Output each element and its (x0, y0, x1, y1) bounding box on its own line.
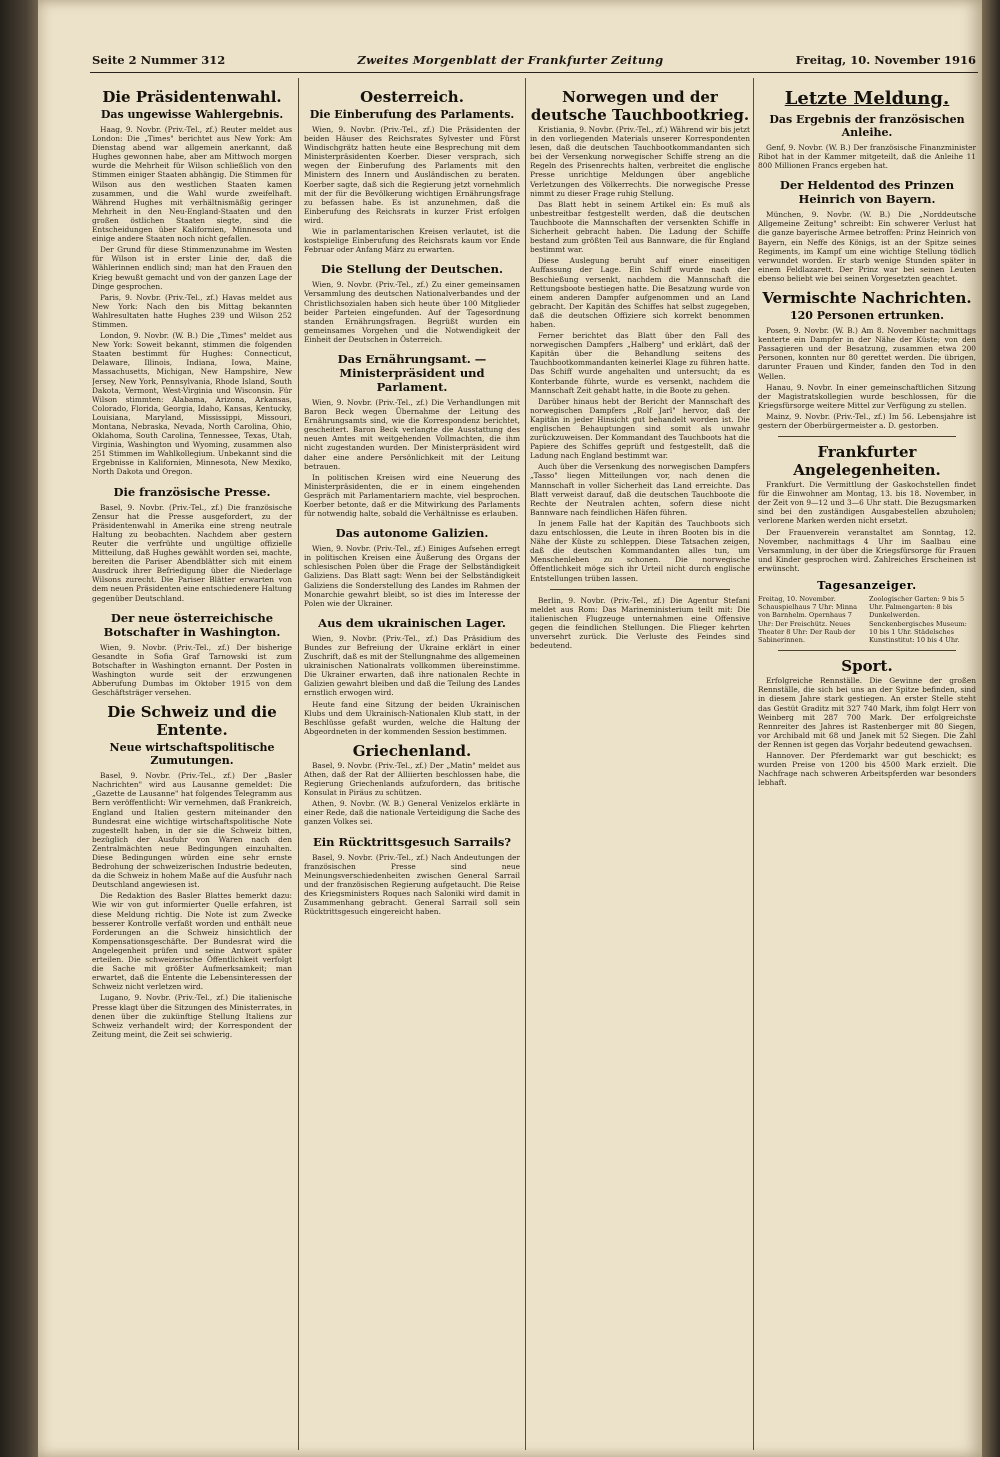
headline-stellung-deutschen: Die Stellung der Deutschen. (320, 262, 503, 277)
column-rule (525, 78, 526, 1450)
page-right-edge (982, 0, 1000, 1457)
article-paragraph: Wien, 9. Novbr. (Priv.-Tel., zf.) Die Präsidenten der beiden Häuser des Reichsrates Sylvester und Fürst Windischgrätz hatten heute eine Besprechung mit dem Ministerpräsidenten Koerber. Dieser versprach, sich wegen der Einberufung des Parlaments mit den Ministern des Innern und Ausländischen zu beraten. Koerber sagte, daß sich die Regierung jetzt vornehmlich mit der für die Bevölkerung wichtigen Ernährungsfrage zu befassen habe. Es ist anzunehmen, daß die Einberufung des Reichsrats in kurzer Frist erfolgen wird. (304, 125, 520, 225)
headline-griechenland: Griechenland. (352, 741, 472, 760)
article-paragraph: Frankfurt. Die Vermittlung der Gaskochstellen findet für die Einwohner am Montag, 13. bis 18. November, in der Zeit von 9—12 und 3—6 Uhr statt. Die Bezugsmarken sind bei den zuständigen Ausgabestellen abzuholen; verlorene Marken werden nicht ersetzt. (758, 480, 976, 526)
headline-schweiz-entente: Die Schweiz und die Entente. (107, 703, 277, 740)
section-divider (550, 589, 730, 590)
article-paragraph: Wien, 9. Novbr. (Priv.-Tel., zf.) Das Präsidium des Bundes zur Befreiung der Ukraine erklärt in einer Zuschrift, daß es mit der Stellungnahme des allgemeinen ukrainischen Nationalrats vollkommen übereinstimme. Die Ukrainer erwarten, daß ihre nationalen Rechte in Galizien gewahrt bleiben und daß die Teilung des Landes ernstlich erwogen wird. (304, 633, 520, 698)
subhead-zumutungen: Neue wirtschaftspolitische Zumutungen. (109, 741, 275, 768)
article-paragraph: Basel, 9. Novbr. (Priv.-Tel., zf.) Nach Andeutungen der französischen Presse sind neue Meinungsverschiedenheiten zwischen General Sarrail und der französischen Regierung aufgetaucht. Die Reise des Kriegsministers Roques nach Saloniki wird damit in Zusammenhang gebracht. General Sarrail soll sein Rücktrittsgesuch eingereicht haben. (304, 852, 520, 917)
article-paragraph: Paris, 9. Novbr. (Priv.-Tel., zf.) Havas meldet aus New York: Nach den bis Mittag bekannten Wahlresultaten hatte Hughes 239 und Wilson 252 Stimmen. (92, 292, 292, 329)
article-paragraph: Wien, 9. Novbr. (Priv.-Tel., zf.) Die Verhandlungen mit Baron Beck wegen Übernahme der Leitung des Ernährungsamts sind, wie die Korrespondenz berichtet, gescheitert. Baron Beck verlangte die Ausstattung des neuen Amtes mit weitgehenden Vollmachten, die ihm nicht zugestanden wurden. Der Ministerpräsident wird daher eine andere Persönlichkeit mit der Leitung betrauen. (304, 397, 520, 471)
article-paragraph: Mainz, 9. Novbr. (Priv.-Tel., zf.) Im 56. Lebensjahre ist gestern der Oberbürgermeister a. D. gestorben. (758, 411, 976, 430)
article-paragraph: Posen, 9. Novbr. (W. B.) Am 8. November nachmittags kenterte ein Dampfer in der Nähe der Küste; von den Passagieren und der Besatzung, zusammen etwa 200 Personen, konnten nur 80 gerettet werden. Die übrigen, darunter Frauen und Kinder, fanden den Tod in den Wellen. (758, 326, 976, 381)
article-paragraph: In politischen Kreisen wird eine Neuerung des Ministerpräsidenten, die er in einem eingehenden Gespräch mit Parlamentariern machte, viel besprochen. Koerber betonte, daß er die Mitwirkung des Parlaments für notwendig halte, sobald die Verhältnisse es erlauben. (304, 472, 520, 519)
headline-sport: Sport. (841, 657, 893, 676)
article-paragraph: Auch über die Versenkung des norwegischen Dampfers „Tasso" liegen Mitteilungen vor, nach denen die Mannschaft in voller Sicherheit das Land erreichte. Das Blatt verweist darauf, daß die deutschen Tauchboote die Rechte der Neutralen achten, sofern diese nicht Bannware nach feindlichen Häfen führen. (530, 462, 750, 517)
article-paragraph: Der Grund für diese Stimmenzunahme im Westen für Wilson ist in erster Linie der, daß die Wählerinnen endlich sind; man hat den Frauen den Krieg bewußt gemacht und von der ganzen Lage der Dinge gesprochen. (92, 245, 292, 291)
headline-botschafter: Der neue österreichische Botschafter in Washington. (103, 610, 281, 639)
column-2 (304, 82, 520, 1452)
article-paragraph: Der Frauenverein veranstaltet am Sonntag, 12. November, nachmittags 4 Uhr im Saalbau eine Versammlung, in der über die Kriegsfürsorge für Frauen und Kinder gesprochen wird. Zahlreiches Erscheinen ist erwünscht. (758, 527, 976, 573)
article-paragraph: Das Blatt hebt in seinem Artikel ein: Es muß als unbestreitbar festgestellt werden, daß die deutschen Tauchboote die Mannschaften der versenkten Schiffe in Sicherheit gebracht haben. Die Ladung der Schiffe bestand zum größten Teil aus Bannware, die für England bestimmt war. (530, 199, 750, 255)
subhead-ertrunken: 120 Personen ertrunken. (789, 309, 945, 323)
headline-letzte-meldung: Letzte Meldung. (784, 88, 950, 109)
article-paragraph: In jenem Falle hat der Kapitän des Tauchboots sich dazu entschlossen, die Leute in ihren Booten bis in die Nähe der Küste zu schleppen. Diese Tatsachen zeigen, daß die deutschen Kommandanten alles tun, um Menschenleben zu schonen. Die norwegische Öffentlichkeit möge sich ihr Urteil nicht durch englische Entstellungen trüben lassen. (530, 518, 750, 583)
article-paragraph: Genf, 9. Novbr. (W. B.) Der französische Finanzminister Ribot hat in der Kammer mitgeteilt, daß die Anleihe 11 800 Millionen Francs ergeben hat. (758, 143, 976, 171)
headline-prinz-heinrich: Der Heldentod des Prinzen Heinrich von Bayern. (779, 178, 955, 207)
article-paragraph: Wien, 9. Novbr. (Priv.-Tel., zf.) Der bisherige Gesandte in Sofia Graf Tarnowski ist zum Botschafter in Washington ernannt. Der Posten in Washington wurde seit der erzwungenen Abberufung Dumbas im Oktober 1915 von dem Geschäftsträger versehen. (92, 642, 292, 698)
article-paragraph: Ferner berichtet das Blatt über den Fall des norwegischen Dampfers „Halberg" und erklärt, daß der Kapitän über die Behandlung seitens des Tauchbootkommandanten keinerlei Klage zu führen hatte. Das Schiff wurde angehalten und untersucht; da es Konterbande führte, wurde es versenkt, nachdem die Mannschaft Zeit gehabt hatte, in die Boote zu gehen. (530, 331, 750, 395)
headline-ukrainisches-lager: Aus dem ukrainischen Lager. (318, 615, 506, 630)
tagesanzeiger-right: Zoologischer Garten: 9 bis 5 Uhr. Palmengarten: 8 bis Dunkelwerden. Senckenbergisches Museum: 10 bis 1 Uhr. Städelsches Kunstinstitut: 10 bis 4 Uhr. (869, 595, 967, 645)
article-paragraph: Wien, 9. Novbr. (Priv.-Tel., zf.) Zu einer gemeinsamen Versammlung des deutschen Nationalverbandes und der Christlichsozialen haben sich heute über 100 Mitglieder beider Parteien eingefunden. Auf der Tagesordnung standen Ernährungsfragen. Begrüßt wurden ein gemeinsames Vorgehen und die Notwendigkeit der Einheit der Deutschen in Österreich. (304, 280, 520, 344)
article-paragraph: Basel, 9. Novbr. (Priv.-Tel., zf.) Der „Matin" meldet aus Athen, daß der Rat der Alliierten beschlossen habe, die Regierung Griechenlands aufzufordern, das britische Konsulat in Piräus zu schützen. (304, 760, 520, 798)
article-paragraph: Darüber hinaus hebt der Bericht der Mannschaft des norwegischen Dampfers „Rolf Jarl" hervor, daß der Kapitän in jeder Hinsicht gut behandelt worden ist. Die englischen Behauptungen sind somit als unwahr zurückzuweisen. Der Kommandant des Tauchboots hat die Papiere des Schiffes geprüft und festgestellt, daß die Ladung nach England bestimmt war. (530, 396, 750, 461)
header-rule (90, 72, 978, 73)
headline-norwegen: Norwegen und der deutsche Tauchbootkrieg. (530, 88, 750, 124)
article-paragraph: Basel, 9. Novbr. (Priv.-Tel., zf.) Die französische Zensur hat die Presse ausgefordert, zu der Präsidentenwahl in Amerika eine streng neutrale Haltung zu beobachten. Nachdem aber gestern Reuter die verfrühte und ungültige offizielle Mitteilung, daß Hughes gewählt worden sei, machte, bereiten die Pariser Abendblätter sich mit einem Ausdruck ihrer Befriedigung über die Niederlage Wilsons zurecht. Die Pariser Blätter erwarten von dem neuen Präsidenten eine entschiedenere Haltung gegenüber Deutschland. (92, 502, 292, 603)
article-paragraph: Wie in parlamentarischen Kreisen verlautet, ist die kostspielige Einberufung des Reichsrats kaum vor Ende Februar oder Anfang März zu erwarten. (304, 227, 520, 255)
headline-praesidentenwahl: Die Präsidentenwahl. (102, 88, 282, 106)
article-paragraph: Hannover. Der Pferdemarkt war gut beschickt; es wurden Preise von 1200 bis 4500 Mark erzielt. Die Nachfrage nach schweren Arbeitspferden war besonders lebhaft. (758, 750, 976, 788)
article-paragraph: Kristiania, 9. Novbr. (Priv.-Tel., zf.) Während wir bis jetzt in den vorliegenden Materials unserer Korrespondenten lesen, daß die deutschen Tauchbootkommandanten sich bei der Versenkung norwegischer Schiffe streng an die Regeln des Prisenrechts halten, verbreitet die englische Presse unrichtige Meldungen über angebliche Verletzungen des Völkerrechts. Die norwegische Presse nimmt zu dieser Frage ruhig Stellung. (530, 125, 750, 198)
article-paragraph: Diese Auslegung beruht auf einer einseitigen Auffassung der Lage. Ein Schiff wurde nach der Beschießung versenkt, nachdem die Mannschaft die Rettungsboote bestiegen hatte. Die Besatzung wurde von einem anderen Dampfer aufgenommen und an Land gebracht. Der Kapitän des Schiffes hat selbst zugegeben, daß die deutschen Offiziere sich korrekt benommen haben. (530, 256, 750, 329)
header-title: Zweites Morgenblatt der Frankfurter Zeitung (357, 53, 664, 67)
article-paragraph: Berlin, 9. Novbr. (Priv.-Tel., zf.) Die Agentur Stefani meldet aus Rom: Das Marineministerium teilt mit: Die italienischen Flugzeuge unternahmen eine Offensive gegen die feindlichen Stellungen. Die Flieger kehrten unversehrt zurück. Die Verluste des Feindes sind bedeutend. (530, 595, 750, 651)
column-1 (92, 82, 292, 1452)
tagesanzeiger-table (758, 595, 976, 644)
column-rule (298, 78, 299, 1450)
headline-frankfurter-angelegenheiten: Frankfurter Angelegenheiten. (793, 443, 941, 480)
section-divider (778, 436, 956, 437)
headline-ernaehrungsamt: Das Ernährungsamt. — Ministerpräsident und Parlament. (337, 351, 487, 394)
subhead-wahlergebnis: Das ungewisse Wahlergebnis. (100, 108, 284, 121)
article-paragraph: Die Redaktion des Basler Blattes bemerkt dazu: Wie wir von gut informierter Quelle erfahren, ist diese Meldung richtig. Die Note ist zum Zwecke besserer Kontrolle verfaßt worden und enthält neue Forderungen an die Schweiz hinsichtlich der Kompensationsgeschäfte. Der Bundesrat wird die Angelegenheit prüfen und seine Antwort später erteilen. Die schweizerische Öffentlichkeit verfolgt die Sache mit größter Aufmerksamkeit; man erwartet, daß die Entente die Lebensinteressen der Schweiz nicht verletzen wird. (92, 891, 292, 992)
headline-franzoesische-presse: Die französische Presse. (113, 484, 271, 499)
column-3 (530, 82, 750, 1452)
subhead-anleihe: Das Ergebnis der französischen Anleihe. (769, 113, 965, 139)
section-divider (778, 650, 956, 651)
binding-gutter (0, 0, 38, 1457)
page-header (92, 53, 976, 73)
tagesanzeiger-left: Freitag, 10. November. Schauspielhaus 7 Uhr: Minna von Barnhelm. Opernhaus 7 Uhr: Der Freischütz. Neues Theater 8 Uhr: Der Raub der Sabinerinnen. (758, 595, 858, 645)
article-paragraph: Heute fand eine Sitzung der beiden Ukrainischen Klubs und dem Ukrainisch-Nationalen Klub statt, in der Beschlüsse gefaßt wurden, welche die Haltung der Abgeordneten in der kommenden Session bestimmen. (304, 699, 520, 736)
article-paragraph: Wien, 9. Novbr. (Priv.-Tel., zf.) Einiges Aufsehen erregt in politischen Kreisen eine Äußerung des Organs der schlesischen Polen über die Frage der Selbständigkeit Galiziens. Das Blatt sagt: Wenn bei der Selbständigkeit Galiziens die Sonderstellung des Landes im Rahmen der Monarchie gewahrt bleibt, so ist dies im Interesse der Polen wie der Ukrainer. (304, 544, 520, 608)
headline-oesterreich: Oesterreich. (360, 88, 464, 106)
article-paragraph: London, 9. Novbr. (W. B.) Die „Times" meldet aus New York: Soweit bekannt, stimmen die folgenden Staaten bestimmt für Hughes: Connecticut, Delaware, Illinois, Indiana, Iowa, Maine, Massachusetts, Michigan, New Hampshire, New Jersey, New York, Pennsylvania, Rhode Island, South Dakota, Vermont, West-Virginia und Wisconsin. Für Wilson stimmten: Alabama, Arizona, Arkansas, Colorado, Florida, Georgia, Idaho, Kansas, Kentucky, Louisiana, Maryland, Mississippi, Missouri, Montana, Nebraska, Nevada, North Carolina, Ohio, Oklahoma, South Carolina, Tennessee, Texas, Utah, Virginia, Washington und Wyoming, zusammen also 251 Stimmen im Wahlkollegium. Unbekannt sind die Ergebnisse in Kalifornien, Minnesota, New Mexiko, North Dakota und Oregon. (92, 331, 292, 477)
column-rule (753, 78, 754, 1450)
headline-vermischte-nachrichten: Vermischte Nachrichten. (762, 289, 972, 308)
subhead-parlament: Die Einberufung des Parlaments. (309, 108, 515, 121)
headline-galizien: Das autonome Galizien. (335, 526, 489, 541)
headline-sarrail: Ein Rücktrittsgesuch Sarrails? (312, 834, 512, 849)
article-paragraph: Lugano, 9. Novbr. (Priv.-Tel., zf.) Die italienische Presse klagt über die Sitzungen des Ministerrates, in denen über die zukünftige Stellung Italiens zur Schweiz verhandelt wird; der Korrespondent der Zeitung meint, die Zeit sei schwierig. (92, 993, 292, 1039)
article-paragraph: Athen, 9. Novbr. (W. B.) General Venizelos erklärte in einer Rede, daß die nationale Verteidigung die Sache des ganzen Volkes sei. (304, 799, 520, 827)
article-paragraph: Haag, 9. Novbr. (Priv.-Tel., zf.) Reuter meldet aus London: Die „Times" berichtet aus New York: Am Dienstag abend war allgemein anerkannt, daß Hughes gewonnen habe, aber am Mittwoch morgen wurde die Mehrheit für Wilson schließlich von den Stimmen einiger Staaten abhängig. Die Stimmen für Wilson aus den westlichen Staaten kamen zusammen, und die Wahl wurde zweifelhaft. Während Hughes mit verhältnismäßig geringer Mehrheit in den Neu-England-Staaten und den großen östlichen Staaten siegte, sind die Entscheidungen über Kalifornien, Minnesota und einige andere Staaten noch nicht gefallen. (92, 125, 292, 244)
article-paragraph: Basel, 9. Novbr. (Priv.-Tel., zf.) Der „Basler Nachrichten" wird aus Lausanne gemeldet: Die „Gazette de Lausanne" hat folgendes Telegramm aus Bern veröffentlicht: Wir vernehmen, daß Frankreich, England und Italien gestern miteinander den Bundesrat eine wichtige wirtschaftspolitische Note zugestellt haben, in der sie die Schweiz bitten, bezüglich der Ausfuhr von Waren nach den Zentralmächten neue Bedingungen einzuhalten. Diese Bedingungen würden eine sehr ernste Bedrohung der schweizerischen Industrie bedeuten, da die Schweiz in hohem Maße auf die Ausfuhr nach Deutschland angewiesen ist. (92, 771, 292, 890)
header-date: Freitag, 10. November 1916 (795, 53, 976, 67)
article-paragraph: Erfolgreiche Rennställe. Die Gewinne der großen Rennställe, die sich bei uns an der Spitze befinden, sind in diesem Jahre stark gestiegen. An erster Stelle steht das Gestüt Graditz mit 327 740 Mark, ihm folgt Herr von Weinberg mit 287 700 Mark. Der erfolgreichste Rennreiter des Jahres ist Rastenberger mit 80 Siegen, vor Archibald mit 68 und Janek mit 52 Siegen. Die Zahl der Rennen ist gegen das Vorjahr bedeutend gewachsen. (758, 676, 976, 749)
tagesanzeiger-title: Tagesanzeiger. (817, 579, 917, 592)
article-paragraph: Hanau, 9. Novbr. In einer gemeinschaftlichen Sitzung der Magistratskollegien wurde beschlossen, für die Kriegsfürsorge weitere Mittel zur Verfügung zu stellen. (758, 382, 976, 410)
article-paragraph: München, 9. Novbr. (W. B.) Die „Norddeutsche Allgemeine Zeitung" schreibt: Ein schwerer Verlust hat die ganze bayerische Armee betroffen: Prinz Heinrich von Bayern, ein Neffe des Königs, ist an der Spitze seines Regiments, im Kampf um eine wichtige Stellung tödlich verwundet worden. Er starb wenige Stunden später in einem Feldlazarett. Der Prinz war bei seinen Leuten ebenso beliebt wie bei seinen Vorgesetzten geachtet. (758, 210, 976, 283)
header-page-number: Seite 2 Nummer 312 (92, 53, 226, 67)
column-4 (758, 82, 976, 1452)
